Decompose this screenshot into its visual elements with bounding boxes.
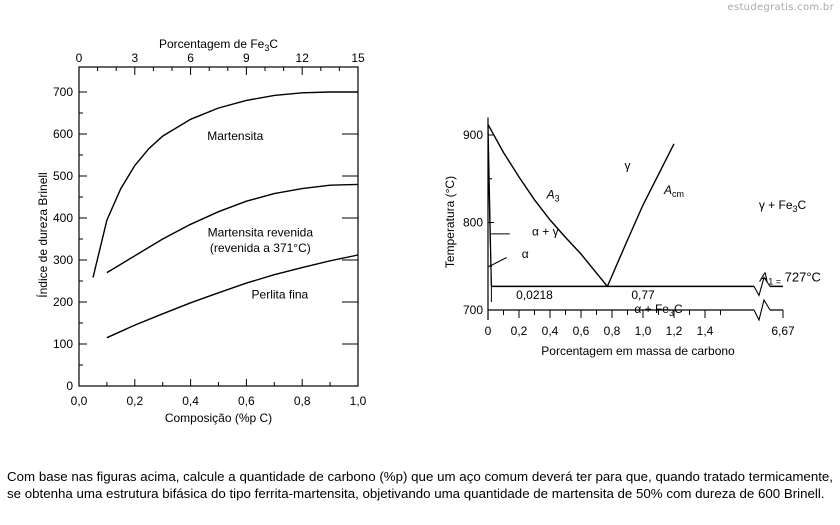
left-x-tick-label: 0,2 (126, 394, 144, 408)
right-x-tick-label: 1,4 (696, 324, 714, 338)
right-x-tick-label: 0,6 (572, 324, 590, 338)
top-x-tick-label: 0 (75, 51, 83, 65)
right-y-tick-label: 800 (462, 215, 483, 230)
left-y-tick-label: 300 (52, 253, 73, 267)
right-x-tick-label: 1,2 (665, 324, 683, 338)
left-x-axis-label: Composição (%p C) (164, 411, 273, 425)
left-x-tick-label: 0,8 (293, 394, 311, 408)
right-y-tick-label: 700 (462, 303, 483, 317)
question-text: Com base nas figuras acima, calcule a quantidade de carbono (%p) que um aço comum deverá ter para que, quando tratado termicamente, se obtenha uma estrutura bifásica do tipo ferrita-martensita, objetivando uma quantidade de martensita de 50% com dureza de 600 Brinell. (7, 469, 833, 501)
left-y-tick-label: 400 (52, 211, 73, 225)
right-x-tick-label: 0,8 (603, 324, 621, 338)
top-x-tick-label: 9 (243, 51, 250, 65)
right-x-axis-label: Porcentagem em massa de carbono (541, 344, 735, 358)
right-x-tick-label: 6,67 (771, 324, 795, 338)
right-annotation: γ (624, 158, 631, 173)
right-annotation: $\gamma + Fe_3C$ (758, 198, 807, 214)
right-x-tick-label: 0,2 (510, 324, 528, 338)
left-annotation: Perlita fina (251, 287, 309, 302)
top-x-tick-label: 3 (131, 51, 139, 65)
left-x-tick-label: 0,6 (238, 394, 255, 408)
left-y-axis-label: Índice de dureza Brinell (36, 172, 50, 298)
right-annotation: α + γ (532, 224, 559, 239)
right-x-tick-label: 0 (484, 324, 492, 338)
right-annotation: 0,77 (631, 288, 655, 303)
left-y-tick-label: 600 (52, 127, 73, 141)
acm-line (607, 144, 674, 287)
a3-line (488, 125, 607, 287)
left-y-tick-label: 700 (52, 85, 73, 99)
right-x-tick-label: 1,0 (634, 324, 652, 338)
right-annotation: $A_3$ (546, 187, 560, 204)
right-annotation: $A_{cm}$ (663, 183, 685, 200)
top-axis-label: Porcentagem de $Fe_3C$ (158, 37, 279, 53)
watermark: estudegratis.com.br (727, 2, 834, 13)
left-annotation: Martensita revenida (207, 225, 314, 240)
right-annotation: 0,0218 (516, 288, 553, 303)
left-series-2 (107, 255, 358, 338)
right-y-axis-label: Temperatura (°C) (443, 175, 457, 269)
right-x-axis-break (754, 300, 770, 320)
right-y-tick-label: 900 (462, 128, 483, 142)
right-annotation: $A_{1 =}$ 727°C (759, 269, 821, 287)
top-x-tick-label: 12 (295, 51, 309, 65)
left-x-tick-label: 0,0 (70, 394, 88, 408)
left-x-tick-label: 1,0 (349, 394, 367, 408)
left-annotation: Martensita (207, 129, 264, 144)
top-x-tick-label: 6 (187, 51, 194, 65)
right-annotation: $\alpha + Fe_3C$ (634, 302, 683, 319)
right-annotation: α (521, 247, 529, 261)
left-y-tick-label: 200 (52, 295, 73, 309)
alpha-leader (490, 258, 507, 267)
left-y-tick-label: 100 (52, 337, 73, 351)
left-y-tick-label: 500 (52, 169, 73, 183)
top-x-tick-label: 15 (351, 51, 365, 65)
left-x-tick-label: 0,4 (182, 394, 199, 408)
left-annotation: (revenida a 371°C) (209, 241, 311, 256)
left-y-tick-label: 0 (66, 379, 73, 393)
right-x-tick-label: 0,4 (541, 324, 559, 338)
